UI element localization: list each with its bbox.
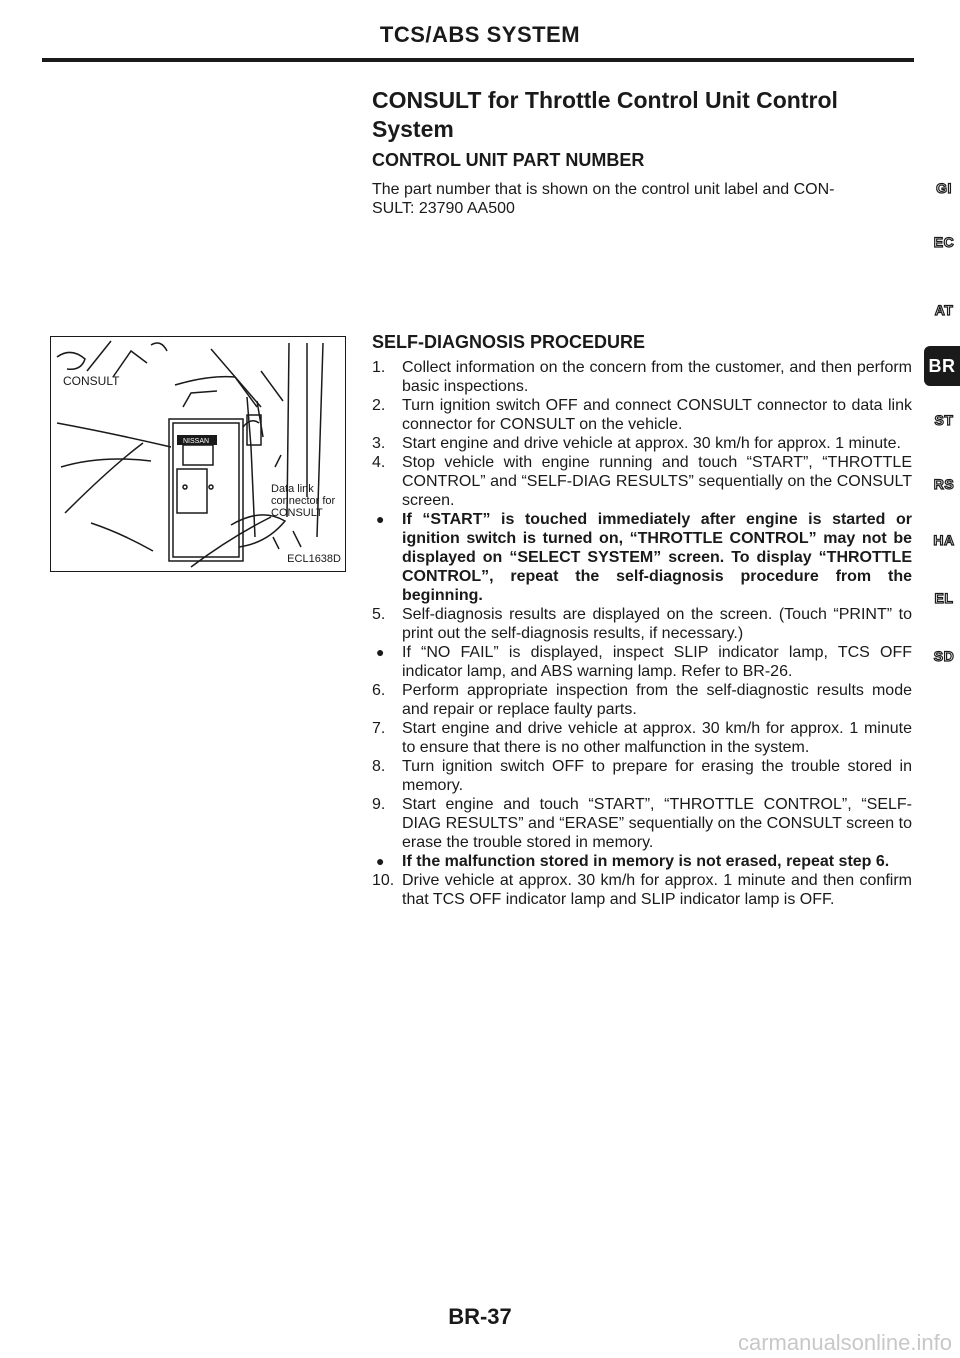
procedure-step [372, 681, 912, 719]
step-marker: ● [376, 511, 385, 527]
step-text: Collect information on the concern from the customer, and then perform basic inspections. [402, 359, 912, 395]
step-marker: 8. [372, 758, 386, 775]
procedure-step [372, 396, 912, 434]
part-number-heading: CONTROL UNIT PART NUMBER [372, 150, 645, 170]
section-title-line2: System [372, 116, 454, 142]
procedure-note [372, 852, 912, 871]
part-number-text-line2: SULT: 23790 AA500 [372, 200, 515, 217]
step-text: If “NO FAIL” is displayed, inspect SLIP indicator lamp, TCS OFF indicator lamp, and ABS warning lamp. Refer to BR-26. [402, 644, 912, 680]
label-connector-line3: CONSULT [271, 507, 323, 519]
step-text: Start engine and drive vehicle at approx. 30 km/h for approx. 1 minute. [402, 435, 901, 452]
step-marker: 6. [372, 682, 386, 699]
step-marker: ● [376, 853, 385, 869]
step-marker: 1. [372, 359, 386, 376]
step-text: If “START” is touched immediately after engine is started or ignition switch is turned on, “THROTTLE CONTROL” may not be displayed on “SELECT SYSTEM” screen. To display “THROTTLE CONTROL”, repeat the self-diagnosis procedure from the beginning. [402, 511, 912, 604]
step-text: Self-diagnosis results are displayed on the screen. (Touch “PRINT” to print out the self-diagnosis results, if necessary.) [402, 606, 912, 642]
consult-connector-figure [50, 336, 346, 572]
procedure-step [372, 871, 912, 909]
section-index-tabs [918, 0, 960, 1358]
section-tab-st[interactable]: ST [934, 412, 954, 428]
procedure-steps [372, 358, 912, 909]
section-tab-rs[interactable]: RS [933, 476, 955, 492]
procedure-step [372, 358, 912, 396]
step-marker: 7. [372, 720, 386, 737]
step-marker: ● [376, 644, 385, 660]
procedure-step [372, 719, 912, 757]
step-text: Stop vehicle with engine running and touch “START”, “THROTTLE CONTROL” and “SELF-DIAG RESULTS” sequentially on the CONSULT screen. [402, 454, 912, 509]
watermark: carmanualsonline.info [737, 1330, 952, 1355]
part-number-text [372, 180, 912, 218]
section-tab-el[interactable]: EL [934, 590, 954, 606]
step-text: Turn ignition switch OFF and connect CONSULT connector to data link connector for CONSULT on the vehicle. [402, 397, 912, 433]
procedure-step [372, 795, 912, 852]
section-tab-ha[interactable]: HA [933, 532, 955, 548]
figure-id: ECL1638D [287, 553, 341, 565]
step-text: Start engine and touch “START”, “THROTTLE CONTROL”, “SELF-DIAG RESULTS” and “ERASE” sequentially on the CONSULT screen to erase the trouble stored in memory. [402, 796, 912, 851]
section-tab-at[interactable]: AT [934, 302, 954, 318]
step-marker: 5. [372, 606, 386, 623]
header-rule [42, 58, 914, 62]
step-marker: 10. [372, 872, 395, 889]
step-marker: 9. [372, 796, 386, 813]
step-marker: 3. [372, 435, 386, 452]
step-marker: 2. [372, 397, 386, 414]
step-text: Drive vehicle at approx. 30 km/h for approx. 1 minute and then confirm that TCS OFF indicator lamp and SLIP indicator lamp is OFF. [402, 872, 912, 908]
procedure-step [372, 757, 912, 795]
label-nissan: NISSAN [183, 438, 210, 445]
page-header-title: TCS/ABS SYSTEM [379, 22, 581, 47]
procedure-heading: SELF-DIAGNOSIS PROCEDURE [372, 332, 646, 352]
label-consult: CONSULT [63, 374, 120, 388]
section-title [372, 86, 892, 144]
section-tab-gi[interactable]: GI [936, 180, 952, 196]
step-text: Start engine and drive vehicle at approx. 30 km/h for approx. 1 minute to ensure that there is no other malfunction in the system. [402, 720, 912, 756]
procedure-step [372, 453, 912, 510]
procedure-step [372, 434, 912, 453]
section-tab-ec[interactable]: EC [933, 234, 955, 250]
procedure-note [372, 510, 912, 605]
section-title-line1: CONSULT for Throttle Control Unit Control [372, 87, 838, 113]
part-number-text-line1: The part number that is shown on the control unit label and CON- [372, 181, 835, 198]
procedure-step [372, 605, 912, 643]
label-data-link-connector [271, 483, 335, 519]
step-marker: 4. [372, 454, 386, 471]
connector-illustration [51, 337, 345, 571]
step-text: If the malfunction stored in memory is not erased, repeat step 6. [402, 853, 890, 870]
label-connector-line1: Data link [271, 483, 314, 495]
procedure-note [372, 643, 912, 681]
step-text: Turn ignition switch OFF to prepare for erasing the trouble stored in memory. [402, 758, 912, 794]
label-connector-line2: connector for [271, 495, 336, 507]
page-number: BR-37 [448, 1304, 512, 1329]
section-tab-sd[interactable]: SD [933, 648, 955, 664]
section-tab-br[interactable]: BR [924, 346, 960, 386]
step-text: Perform appropriate inspection from the self-diagnostic results mode and repair or replace faulty parts. [402, 682, 912, 718]
